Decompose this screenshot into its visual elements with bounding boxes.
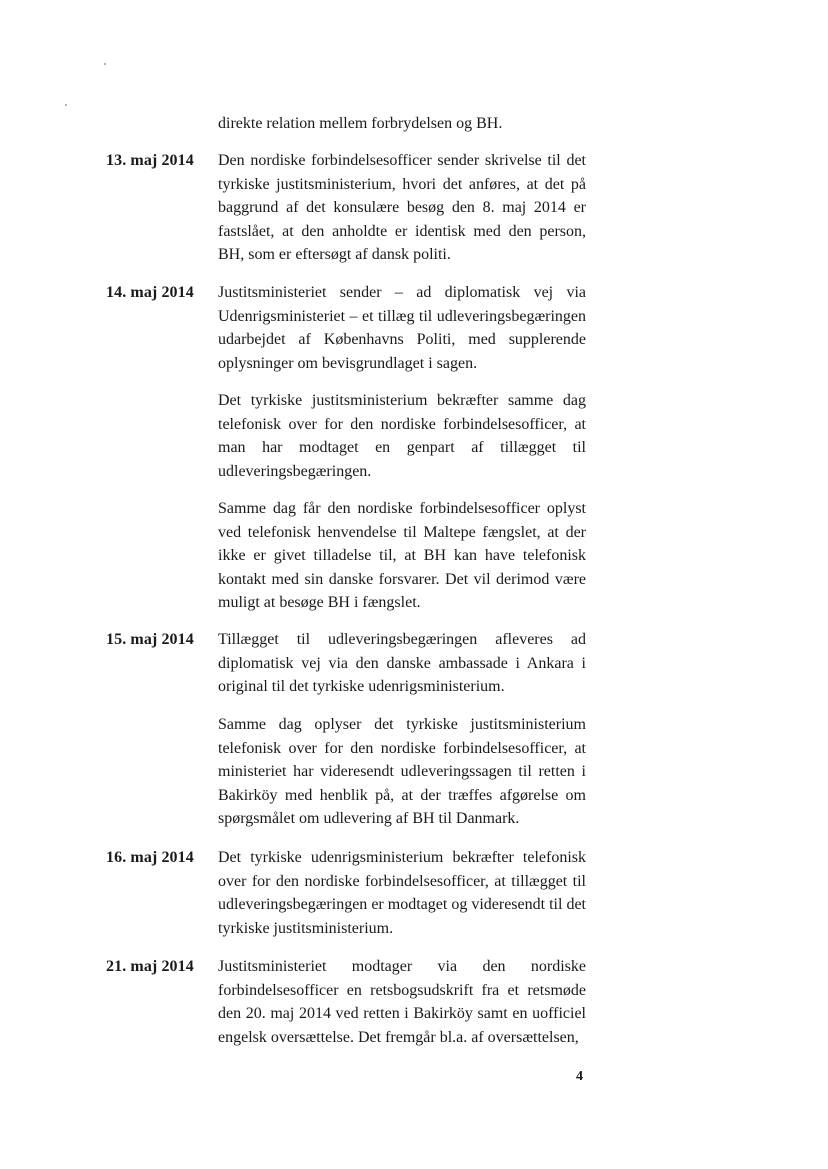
entry-paragraph: Justitsministeriet sender – ad diplomatisk vej via Udenrigsministeriet – et tillæg til udleveringsbegæringen udarbejdet af Københavns Politi, med supplerende oplysninger om bevisgrundlaget i sagen. [218,284,586,372]
entry-paragraph: Tillægget til udleveringsbegæringen afleveres ad diplomatisk vej via den danske ambassade i Ankara i original til det tyrkiske udenrigsministerium. [218,631,586,696]
entry-date: 13. maj 2014 [106,152,194,169]
entry-date: 14. maj 2014 [106,284,194,301]
entry-date: 16. maj 2014 [106,849,194,866]
entry-paragraph: Samme dag oplyser det tyrkiske justitsministerium telefonisk over for den nordiske forbindelsesofficer, at ministeriet har videresendt udleveringssagen til retten i Bakirköy med henblik på, at der træffes afgørelse om spørgsmålet om udlevering af BH til Danmark. [218,716,586,828]
scan-speck [104,63,106,65]
entry-paragraph: Den nordiske forbindelsesofficer sender skrivelse til det tyrkiske justitsministerium, hvori det anføres, at det på baggrund af det konsulære besøg den 8. maj 2014 er fastslået, at den anholdte er identisk med den person, BH, som er eftersøgt af dansk politi. [218,152,586,264]
entry-date: 21. maj 2014 [106,958,194,975]
entry-paragraph: Det tyrkiske udenrigsministerium bekræfter telefonisk over for den nordiske forbindelsesofficer, at tillægget til udleveringsbegæringen er modtaget og videresendt til det tyrkiske justitsministerium. [218,849,586,937]
entry-date: 15. maj 2014 [106,631,194,648]
scan-speck [65,104,67,106]
page-number: 4 [576,1069,583,1084]
entry-paragraph: Justitsministeriet modtager via den nordiske forbindelsesofficer en retsbogsudskrift fra et retsmøde den 20. maj 2014 ved retten i Bakirköy samt en uofficiel engelsk oversættelse. Det fremgår bl.a. af oversættelsen, [218,958,586,1046]
entry-paragraph: Det tyrkiske justitsministerium bekræfter samme dag telefonisk over for den nordiske forbindelsesofficer, at man har modtaget en genpart af tillægget til udleveringsbegæringen. [218,392,586,480]
entry-paragraph: Samme dag får den nordiske forbindelsesofficer oplyst ved telefonisk henvendelse til Maltepe fængslet, at der ikke er givet tilladelse til, at BH kan have telefonisk kontakt med sin danske forsvarer. Det vil derimod være muligt at besøge BH i fængslet. [218,500,586,612]
paragraph-continuation: direkte relation mellem forbrydelsen og BH. [218,115,503,132]
